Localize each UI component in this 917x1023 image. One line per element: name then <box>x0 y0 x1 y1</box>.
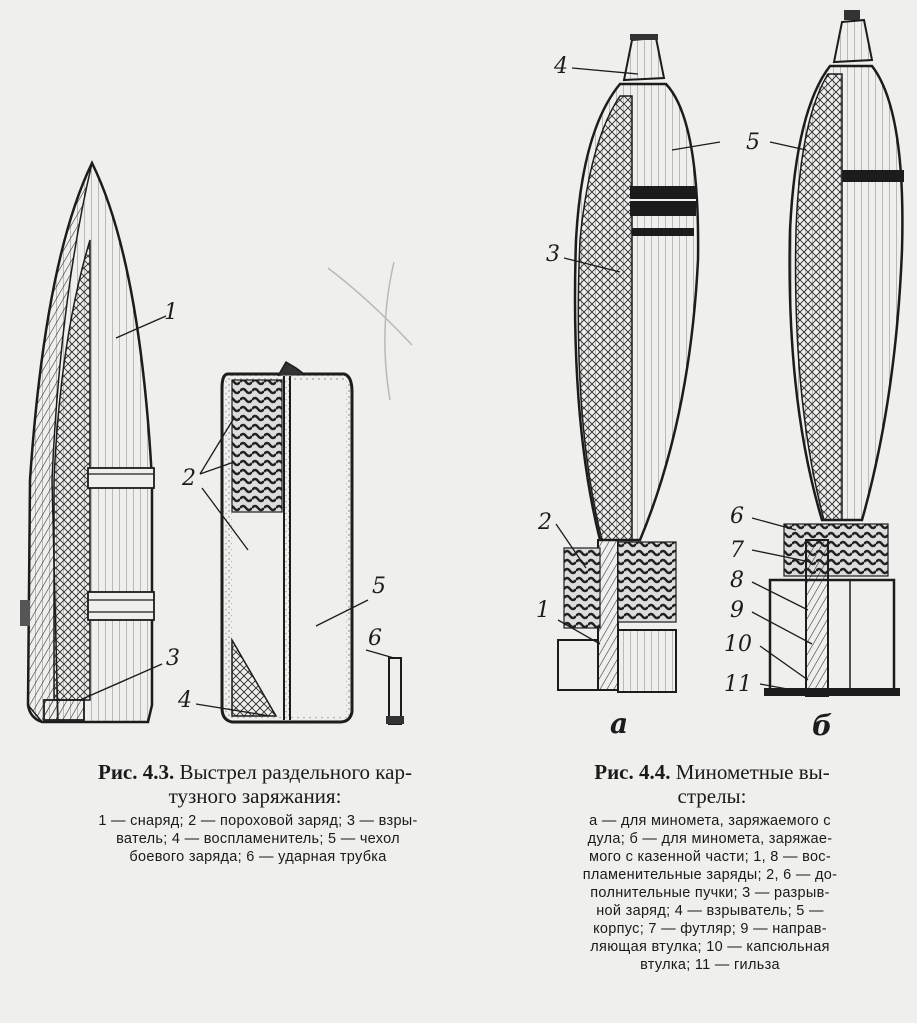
fig44-caption-line: дула; б — для миномета, заряжае- <box>587 831 833 847</box>
fig43-caption-line: ватель; 4 — воспламенитель; 5 — чехол <box>116 831 400 847</box>
fig43-caption-prefix: Рис. 4.3. <box>98 760 175 784</box>
fig44-label-5: 5 <box>746 130 760 155</box>
projectile-drawing <box>20 163 166 722</box>
fig43-caption-title-line2: тузного заряжания: <box>168 784 342 808</box>
fig44-caption-line: пламенительные заряды; 2, 6 — до- <box>582 867 838 883</box>
fig44-caption-title-line2: стрелы: <box>677 784 747 808</box>
fig43-label-3: 3 <box>166 646 180 671</box>
fig44-caption-line: втулка; 11 — гильза <box>640 957 780 973</box>
mortar-round-b-drawing <box>752 10 904 696</box>
fig43-label-5: 5 <box>372 574 386 599</box>
fig44-label-10: 10 <box>724 632 752 657</box>
fig43-caption-line: 1 — снаряд; 2 — пороховой заряд; 3 — взры- <box>98 813 418 829</box>
fig43-caption-body <box>46 812 470 866</box>
fig43-label-2: 2 <box>182 466 196 491</box>
cartridge-bag-drawing <box>196 362 368 722</box>
fig44-label-4: 4 <box>554 54 568 79</box>
fig44-caption-title-line1: Минометные вы- <box>675 760 830 784</box>
fig44-caption-line: ляющая втулка; 10 — капсюльная <box>590 939 830 955</box>
fig44-label-6: 6 <box>730 504 744 529</box>
fig44-label-2: 2 <box>538 510 552 535</box>
fig43-caption-title-line1: Выстрел раздельного кар- <box>179 760 412 784</box>
mortar-round-a-drawing <box>556 34 720 692</box>
fig44-label-9: 9 <box>730 598 744 623</box>
fig43-label-4: 4 <box>178 688 192 713</box>
fig43-caption-title <box>40 760 470 808</box>
fig44-caption-line: корпус; 7 — футляр; 9 — направ- <box>593 921 827 937</box>
fig44-caption-line: а — для миномета, заряжаемого с <box>589 813 831 829</box>
fig44-caption-title <box>532 760 892 808</box>
fig44-label-3: 3 <box>546 242 560 267</box>
fig43-label-6: 6 <box>368 626 382 651</box>
fig44-label-8: 8 <box>730 568 744 593</box>
fig44-label-1: 1 <box>536 598 550 623</box>
fig44-caption-body <box>530 812 890 974</box>
fig44-label-b: б <box>812 709 833 742</box>
fig43-label-1: 1 <box>164 300 178 325</box>
fig44-label-a: а <box>610 707 629 740</box>
fig44-caption-line: мого с казенной части; 1, 8 — вос- <box>589 849 831 865</box>
fig44-label-11: 11 <box>724 672 752 697</box>
fig44-label-7: 7 <box>730 538 744 563</box>
fig44-caption-line: ной заряд; 4 — взрыватель; 5 — <box>596 903 824 919</box>
percussion-tube-drawing <box>366 650 404 724</box>
fig43-caption-line: боевого заряда; 6 — ударная трубка <box>129 849 387 865</box>
fig44-caption-line: полнительные пучки; 3 — разрыв- <box>590 885 830 901</box>
fig44-caption-prefix: Рис. 4.4. <box>594 760 671 784</box>
